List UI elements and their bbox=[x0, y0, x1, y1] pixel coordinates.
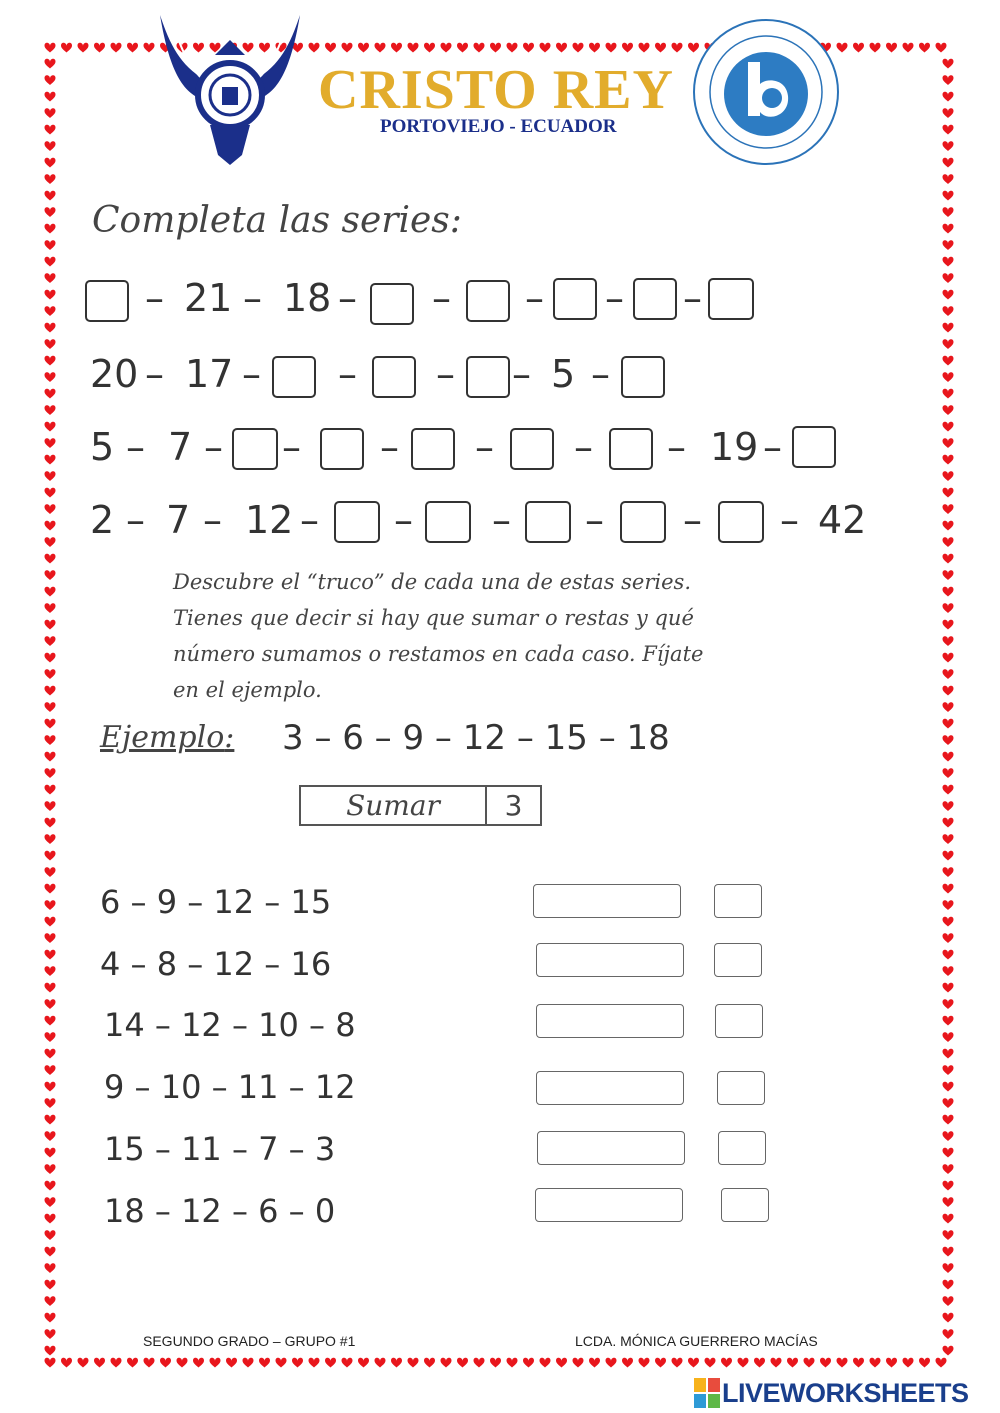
series-number: 21 bbox=[184, 276, 233, 320]
answer-box[interactable] bbox=[272, 356, 316, 398]
operation-answer-box[interactable] bbox=[536, 1004, 684, 1038]
series-number: 7 bbox=[166, 498, 191, 542]
answer-box[interactable] bbox=[718, 501, 764, 543]
series-number: 7 bbox=[168, 425, 193, 469]
answer-box[interactable] bbox=[708, 278, 754, 320]
series-number: 5 bbox=[551, 352, 576, 396]
answer-box[interactable] bbox=[609, 428, 653, 470]
series-number: 42 bbox=[818, 498, 867, 542]
liveworksheets-logo-icon bbox=[694, 1378, 720, 1408]
answer-box[interactable] bbox=[425, 501, 471, 543]
number-answer-box[interactable] bbox=[721, 1188, 769, 1222]
answer-box[interactable] bbox=[525, 501, 571, 543]
example-sequence: 3 – 6 – 9 – 12 – 15 – 18 bbox=[282, 718, 670, 758]
series-number: 18 bbox=[283, 276, 332, 320]
answer-box[interactable] bbox=[370, 283, 414, 325]
series-number: 2 bbox=[90, 498, 115, 542]
series-number: 20 bbox=[90, 352, 139, 396]
operation-answer-box[interactable] bbox=[533, 884, 681, 918]
number-answer-box[interactable] bbox=[717, 1071, 765, 1105]
operation-answer-box[interactable] bbox=[537, 1131, 685, 1165]
answer-box[interactable] bbox=[466, 356, 510, 398]
question-sequence: 9 – 10 – 11 – 12 bbox=[104, 1068, 356, 1106]
answer-box[interactable] bbox=[620, 501, 666, 543]
instructions-line-2: Tienes que decir si hay que sumar o restas y qué bbox=[173, 606, 694, 630]
answer-box[interactable] bbox=[85, 280, 129, 322]
example-label: Ejemplo: bbox=[100, 720, 235, 755]
example-operation-box: Sumar bbox=[299, 785, 487, 826]
liveworksheets-brand: LIVEWORKSHEETS bbox=[722, 1378, 969, 1408]
question-sequence: 6 – 9 – 12 – 15 bbox=[100, 883, 332, 921]
number-answer-box[interactable] bbox=[714, 884, 762, 918]
question-sequence: 14 – 12 – 10 – 8 bbox=[104, 1006, 356, 1044]
number-answer-box[interactable] bbox=[714, 943, 762, 977]
answer-box[interactable] bbox=[334, 501, 380, 543]
operation-answer-box[interactable] bbox=[535, 1188, 683, 1222]
question-sequence: 4 – 8 – 12 – 16 bbox=[100, 945, 332, 983]
instructions-line-1: Descubre el “truco” de cada una de estas series. bbox=[173, 570, 691, 594]
ib-world-school-logo bbox=[686, 12, 846, 172]
series-number: 17 bbox=[185, 352, 234, 396]
answer-box[interactable] bbox=[553, 278, 597, 320]
exercise-title: Completa las series: bbox=[92, 200, 462, 241]
answer-box[interactable] bbox=[232, 428, 278, 470]
answer-box[interactable] bbox=[792, 426, 836, 468]
series-number: 12 bbox=[245, 498, 294, 542]
answer-box[interactable] bbox=[621, 356, 665, 398]
answer-box[interactable] bbox=[466, 280, 510, 322]
answer-box[interactable] bbox=[320, 428, 364, 470]
answer-box[interactable] bbox=[633, 278, 677, 320]
school-name: CRISTO REY bbox=[318, 59, 674, 121]
series-number: 19 bbox=[710, 425, 759, 469]
answer-box[interactable] bbox=[510, 428, 554, 470]
question-sequence: 18 – 12 – 6 – 0 bbox=[104, 1192, 336, 1230]
number-answer-box[interactable] bbox=[715, 1004, 763, 1038]
school-crest-logo bbox=[150, 5, 310, 170]
instructions-line-3: número sumamos o restamos en cada caso. Fíjate bbox=[173, 642, 704, 666]
example-number-box: 3 bbox=[485, 785, 542, 826]
footer-grade: SEGUNDO GRADO – GRUPO #1 bbox=[143, 1333, 356, 1349]
answer-box[interactable] bbox=[411, 428, 455, 470]
instructions-line-4: en el ejemplo. bbox=[173, 678, 322, 702]
footer-teacher: LCDA. MÓNICA GUERRERO MACÍAS bbox=[575, 1333, 818, 1349]
number-answer-box[interactable] bbox=[718, 1131, 766, 1165]
series-number: 5 bbox=[90, 425, 115, 469]
operation-answer-box[interactable] bbox=[536, 1071, 684, 1105]
school-location: PORTOVIEJO - ECUADOR bbox=[380, 116, 617, 137]
question-sequence: 15 – 11 – 7 – 3 bbox=[104, 1130, 336, 1168]
answer-box[interactable] bbox=[372, 356, 416, 398]
operation-answer-box[interactable] bbox=[536, 943, 684, 977]
